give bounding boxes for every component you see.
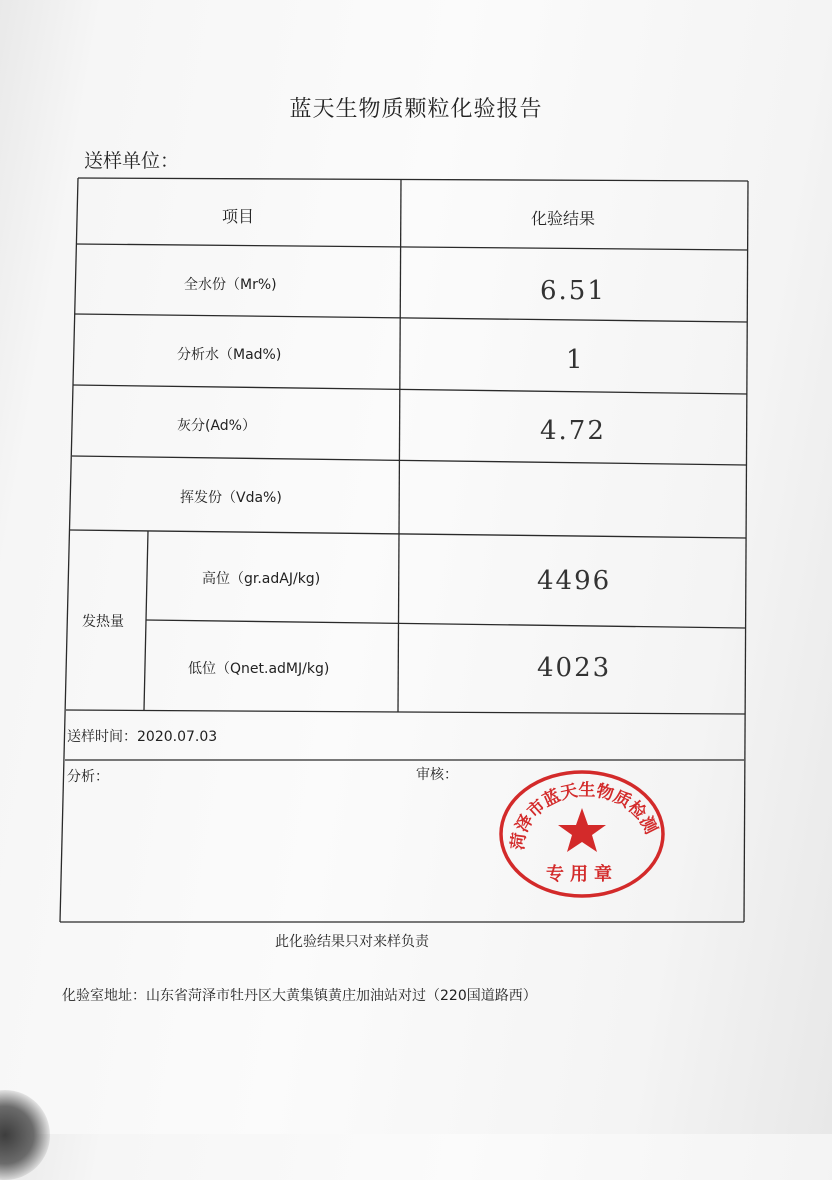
header-result: 化验结果 [531,209,596,228]
official-seal [498,768,668,898]
send-time: 送样时间：2020.07.03 [67,729,218,745]
heat-low-value: 4023 [537,653,612,683]
heat-high-value: 4496 [537,566,612,596]
lab-address: 化验室地址：山东省菏泽市牡丹区大黄集镇黄庄加油站对过（220国道路西） [62,988,537,1004]
report-title: 蓝天生物质颗粒化验报告 [289,97,543,122]
review-label: 审核： [416,767,458,783]
heat-high-label: 高位（gr.adAJ/kg) [202,571,321,587]
seal-bottom-text: 专用章 [546,864,618,885]
disclaimer: 此化验结果只对来样负责 [275,934,429,950]
heat-low-label: 低位（Qnet.adMJ/kg) [188,661,330,677]
seal-star-icon [558,808,606,852]
seal-text: 菏泽市蓝天生物质检测 [507,780,661,852]
row-value-ash: 4.72 [540,416,606,446]
row-item-volatile: 挥发份（Vda%) [180,490,282,506]
row-value-total-moisture: 6.51 [540,276,606,306]
header-item: 项目 [222,207,255,226]
row-value-analysis-moisture: 1 [566,345,585,375]
heat-group-label: 发热量 [82,614,124,630]
row-item-total-moisture: 全水份（Mr%) [184,277,277,293]
row-item-ash: 灰分(Ad%） [177,418,256,434]
row-item-analysis-moisture: 分析水（Mad%) [177,347,282,363]
analysis-label: 分析： [67,769,109,785]
sender-label: 送样单位： [84,150,180,172]
